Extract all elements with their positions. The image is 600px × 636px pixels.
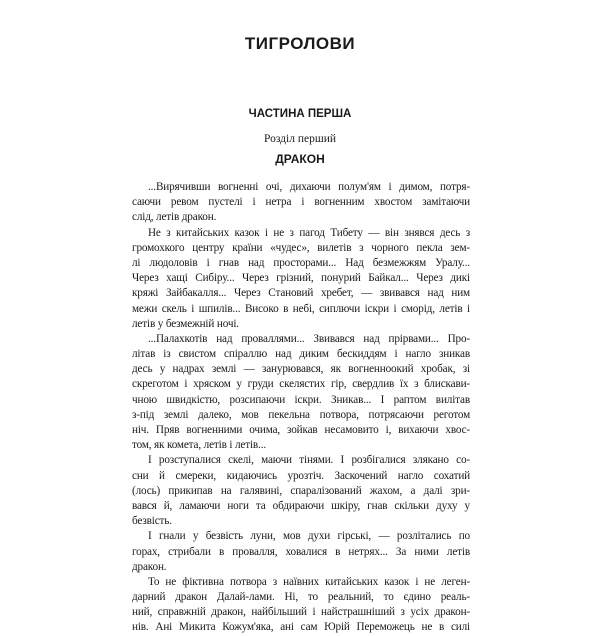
chapter-title: ДРАКОН (275, 152, 325, 166)
text-line: летів у безмежній ночі. (132, 317, 239, 330)
text-line: безвість. (132, 515, 172, 528)
text-line: вався й, ламаючи ноги та обдираючи шкіру, гнав скільки духу у (132, 499, 470, 512)
paragraph (132, 529, 470, 575)
paragraph (132, 332, 470, 454)
text-line: том, як комета, летів і летів... (132, 439, 266, 452)
text-line: межи скель і шпилів... Високо в небі, сиплючи іскри і сморід, летів і (132, 302, 470, 315)
paragraph (132, 453, 470, 529)
book-title: ТИГРОЛОВИ (244, 34, 356, 53)
text-line: Через хащі Сибіру... Через грізний, понурий Байкал... Через дикі (132, 272, 470, 285)
text-line: ...Вирячивши вогненні очі, дихаючи полум'ям і димом, потря- (148, 181, 470, 193)
text-line: кряжі Зайбакалля... Через Становий хребет, — звивався над ним (132, 287, 470, 300)
text-line: десь у надрах землі — занурювався, як вогненноокий хробак, зі (132, 363, 470, 376)
text-line: І розступалися скелі, маючи тінями. І розбігалися злякано со- (148, 454, 470, 467)
text-line: ...Палахкотів над проваллями... Звивався над прірвами... Про- (148, 332, 470, 345)
text-line: дракон. (132, 560, 167, 573)
text-line: чною швидкістю, розсипаючи іскри. Зникав... І раптом вилітав (132, 393, 470, 406)
paragraph (132, 226, 470, 332)
body-text (132, 180, 470, 636)
chapter-label: Розділ перший (263, 133, 337, 145)
text-line: горах, стрибали в провалля, ховалися в нетрях... За ними летів (132, 545, 470, 558)
text-line: саючи ревом пустелі і нетра і вогненним хвостом замітаючи (132, 196, 470, 209)
text-line: сни й смереки, кидаючись урозтіч. Заскочений нагло сохатий (132, 469, 470, 482)
text-line: І гнали у безвість луни, мов духи гірські, — розлітались по (148, 530, 470, 543)
text-line: (лось) прикипав на галявині, спаралізований жахом, а далі зри- (132, 484, 470, 497)
part-title: ЧАСТИНА ПЕРША (248, 108, 352, 120)
paragraph (132, 180, 470, 226)
text-line: дарний дракон Далай-лами. Ні, то реальний, то єдино реаль- (132, 591, 470, 604)
text-line: нів. Ані Микита Кожум'яка, ані сам Юрій Переможець не в силі (132, 621, 470, 634)
text-line: слід, летів дракон. (132, 211, 217, 224)
text-line: скреготом і хряском у груди скелястих гір, свердлив їх з блискави- (132, 378, 470, 391)
text-line: з-під землі далеко, мов пекельна потвора, потрясаючи реготом (132, 408, 470, 421)
text-line: літав із свистом спіраллю над диким бескиддям і нагло зникав (132, 348, 470, 361)
text-line: Не з китайських казок і не з пагод Тибету — він знявся десь з (148, 226, 470, 239)
text-line: громохкого центру країни «чудес», вилетів з чорного пекла зем- (132, 241, 470, 254)
text-line: То не фіктивна потвора з наївних китайських казок і не леген- (148, 575, 470, 588)
text-line: ний, справжній дракон, найбільший і найстрашніший з усіх дракон- (132, 606, 470, 619)
text-line: ніч. Пряв вогненними очима, зойкав несамовито і, вихаючи хвос- (132, 424, 470, 436)
paragraph (132, 575, 470, 636)
text-line: лі людоловів і гнав над просторами... Над безмежжям Уралу... (132, 256, 470, 269)
